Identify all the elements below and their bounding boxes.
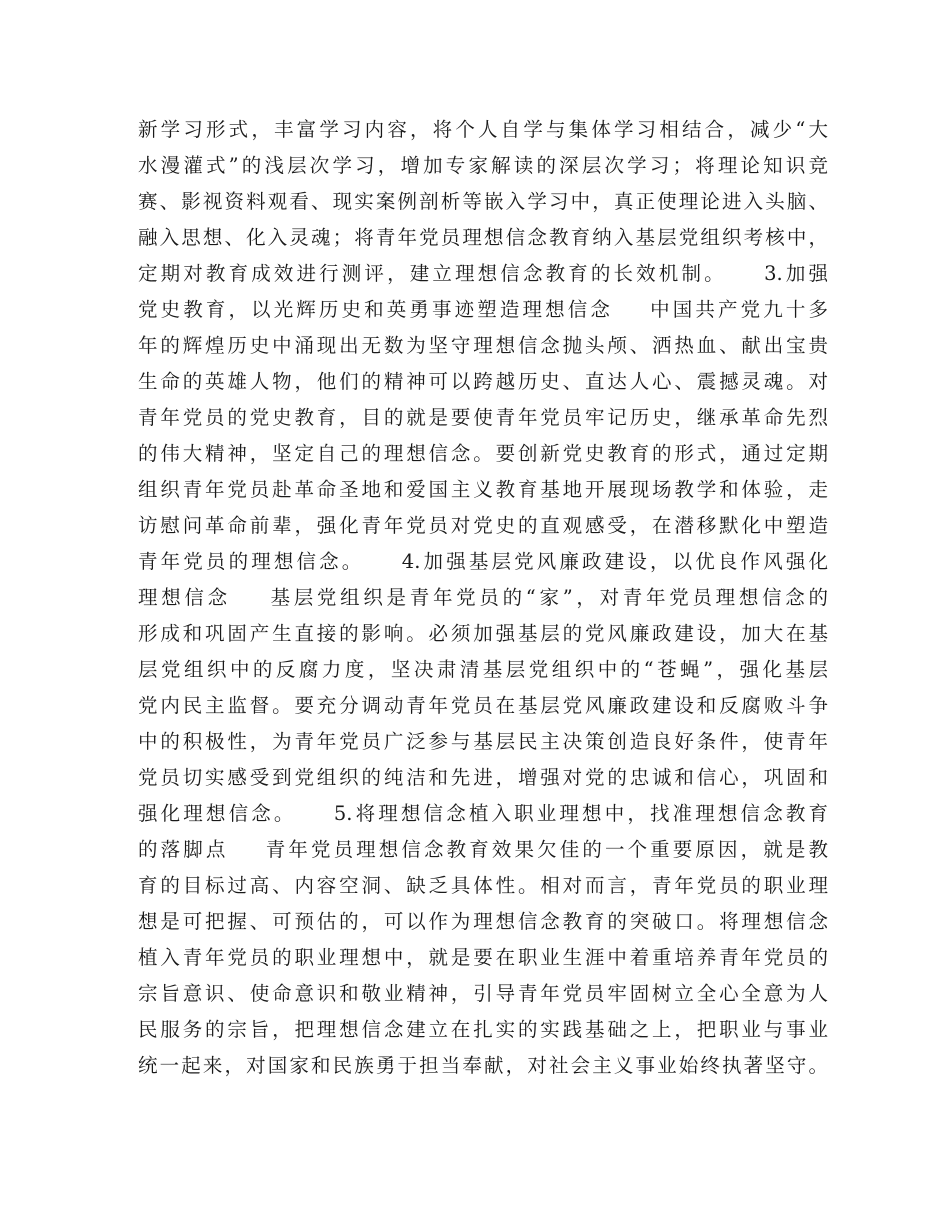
text-line: 民服务的宗旨，把理想信念建立在扎实的实践基础之上，把职业与事业 <box>138 1018 828 1041</box>
text-line: 中的积极性，为青年党员广泛参与基层民主决策创造良好条件，使青年 <box>138 730 828 753</box>
text-line: 层党组织中的反腐力度，坚决肃清基层党组织中的“苍蝇”，强化基层 <box>138 658 828 681</box>
text-line: 生命的英雄人物，他们的精神可以跨越历史、直达人心、震撼灵魂。对 <box>138 370 828 393</box>
text-line: 形成和巩固产生直接的影响。必须加强基层的党风廉政建设，加大在基 <box>138 622 828 645</box>
text-line: 青年党员的党史教育，目的就是要使青年党员牢记历史，继承革命先烈 <box>138 406 828 429</box>
text-line: 定期对教育成效进行测评，建立理想信念教育的长效机制。 3.加强 <box>138 262 828 285</box>
text-line: 育的目标过高、内容空洞、缺乏具体性。相对而言，青年党员的职业理 <box>138 874 828 897</box>
text-line: 水漫灌式”的浅层次学习，增加专家解读的深层次学习；将理论知识竞 <box>138 154 828 177</box>
body-text <box>138 112 828 1084</box>
text-line: 新学习形式，丰富学习内容，将个人自学与集体学习相结合，减少“大 <box>138 118 828 141</box>
text-line: 的落脚点 青年党员理想信念教育效果欠佳的一个重要原因，就是教 <box>138 838 828 861</box>
text-line: 青年党员的理想信念。 4.加强基层党风廉政建设，以优良作风强化 <box>138 550 828 573</box>
text-line: 党内民主监督。要充分调动青年党员在基层党风廉政建设和反腐败斗争 <box>138 694 828 717</box>
text-line: 党员切实感受到党组织的纯洁和先进，增强对党的忠诚和信心，巩固和 <box>138 766 828 789</box>
text-line: 统一起来，对国家和民族勇于担当奉献，对社会主义事业始终执著坚守。 <box>138 1054 828 1077</box>
text-line: 理想信念 基层党组织是青年党员的“家”，对青年党员理想信念的 <box>138 586 828 609</box>
text-line: 年的辉煌历史中涌现出无数为坚守理想信念抛头颅、洒热血、献出宝贵 <box>138 334 828 357</box>
text-line: 赛、影视资料观看、现实案例剖析等嵌入学习中，真正使理论进入头脑、 <box>138 190 828 213</box>
text-line: 宗旨意识、使命意识和敬业精神，引导青年党员牢固树立全心全意为人 <box>138 982 828 1005</box>
text-line: 融入思想、化入灵魂；将青年党员理想信念教育纳入基层党组织考核中， <box>138 226 828 249</box>
text-line: 的伟大精神，坚定自己的理想信念。要创新党史教育的形式，通过定期 <box>138 442 828 465</box>
text-line: 访慰问革命前辈，强化青年党员对党史的直观感受，在潜移默化中塑造 <box>138 514 828 537</box>
text-line: 植入青年党员的职业理想中，就是要在职业生涯中着重培养青年党员的 <box>138 946 828 969</box>
text-line: 组织青年党员赴革命圣地和爱国主义教育基地开展现场教学和体验，走 <box>138 478 828 501</box>
text-line: 想是可把握、可预估的，可以作为理想信念教育的突破口。将理想信念 <box>138 910 828 933</box>
text-line: 党史教育，以光辉历史和英勇事迹塑造理想信念 中国共产党九十多 <box>138 298 828 321</box>
text-line: 强化理想信念。 5.将理想信念植入职业理想中，找准理想信念教育 <box>138 802 828 825</box>
